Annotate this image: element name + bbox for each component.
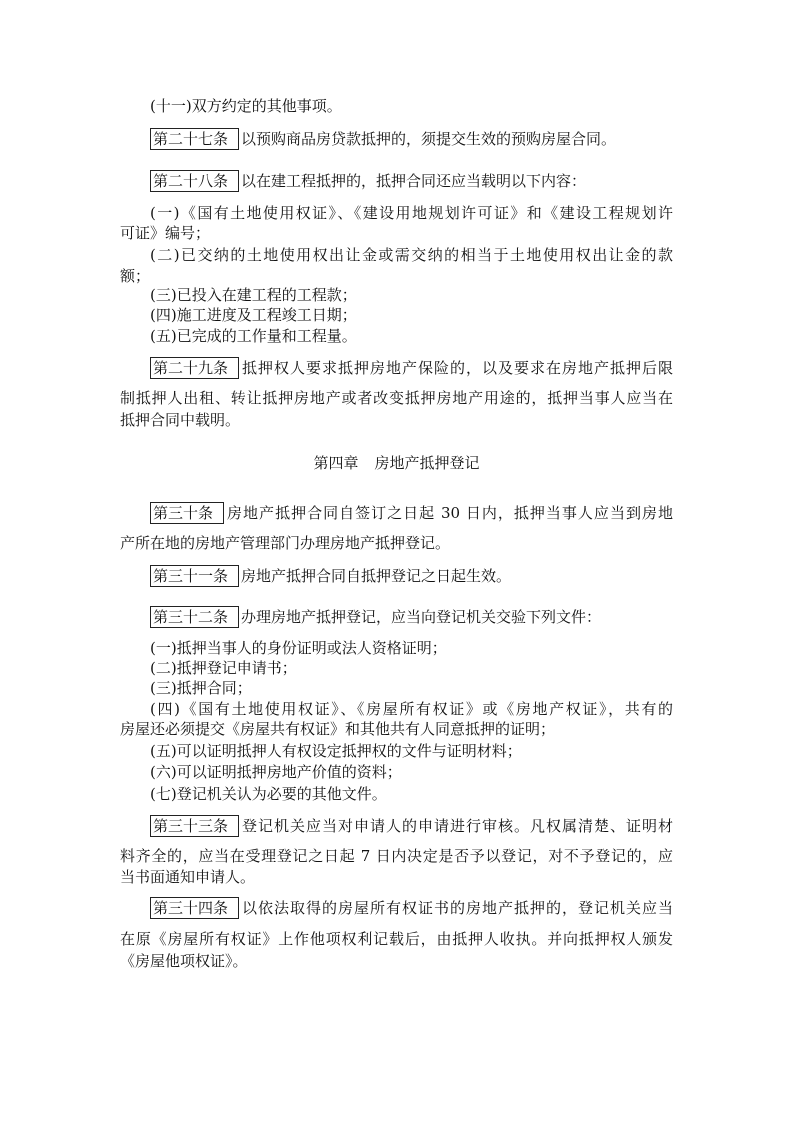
list-item: (二)抵押登记申请书； bbox=[150, 659, 297, 677]
article-text: 登记机关应当对申请人的申请进行审核。凡权属清楚、证明材 bbox=[241, 817, 673, 835]
list-item: (二)已交纳的土地使用权出让金或需交纳的相当于土地使用权出让金的款 bbox=[150, 246, 673, 264]
article-28 bbox=[150, 170, 673, 192]
article-30 bbox=[150, 502, 673, 524]
article-text: 《房屋他项权证》。 bbox=[120, 952, 248, 970]
list-item: (四)施工进度及工程竣工日期； bbox=[150, 306, 357, 324]
list-item: 房屋还必须提交《房屋共有权证》和其他共有人同意抵押的证明； bbox=[120, 720, 556, 738]
article-text: 以预购商品房贷款抵押的，须提交生效的预购房屋合同。 bbox=[241, 130, 617, 148]
article-29 bbox=[150, 357, 673, 379]
article-label: 第二十八条 bbox=[150, 170, 239, 192]
list-item: (五)可以证明抵押人有权设定抵押权的文件与证明材料； bbox=[150, 742, 522, 760]
list-item: 额； bbox=[120, 267, 151, 285]
list-item: (三)已投入在建工程的工程款； bbox=[150, 286, 357, 304]
list-item: (一)《国有土地使用权证》、《建设用地规划许可证》和《建设工程规划许 bbox=[150, 204, 673, 222]
article-label: 第二十九条 bbox=[150, 357, 239, 379]
article-text: 抵押合同中载明。 bbox=[120, 411, 241, 429]
list-item: (五)已完成的工作量和工程量。 bbox=[150, 327, 357, 345]
article-34 bbox=[150, 897, 673, 919]
article-text: 房地产抵押合同自签订之日起 30 日内，抵押当事人应当到房地 bbox=[226, 504, 673, 522]
article-31 bbox=[150, 565, 673, 587]
article-text: 房地产抵押合同自抵押登记之日起生效。 bbox=[241, 567, 512, 585]
article-label: 第三十一条 bbox=[150, 565, 239, 587]
chapter-number: 第四章 bbox=[313, 454, 359, 472]
intro-item: (十一)双方约定的其他事项。 bbox=[150, 97, 342, 115]
article-label: 第三十三条 bbox=[150, 815, 239, 837]
chapter-heading bbox=[0, 453, 793, 473]
article-text: 以依法取得的房屋所有权证书的房地产抵押的，登记机关应当 bbox=[241, 899, 673, 917]
list-item: 可证》编号； bbox=[120, 224, 211, 242]
article-text: 办理房地产抵押登记，应当向登记机关交验下列文件： bbox=[241, 608, 602, 626]
article-label: 第三十条 bbox=[150, 502, 224, 524]
article-label: 第三十四条 bbox=[150, 897, 239, 919]
article-32 bbox=[150, 606, 673, 628]
article-text: 当书面通知申请人。 bbox=[120, 868, 256, 886]
chapter-title: 房地产抵押登记 bbox=[374, 454, 480, 472]
list-item: (一)抵押当事人的身份证明或法人资格证明； bbox=[150, 639, 447, 657]
article-33 bbox=[150, 815, 673, 837]
article-text: 产所在地的房地产管理部门办理房地产抵押登记。 bbox=[120, 534, 451, 552]
list-item: (三)抵押合同； bbox=[150, 679, 252, 697]
article-label: 第二十七条 bbox=[150, 128, 239, 150]
article-text: 抵押权人要求抵押房地产保险的，以及要求在房地产抵押后限 bbox=[241, 359, 673, 377]
article-text: 在原《房屋所有权证》上作他项权利记载后，由抵押人收执。并向抵押权人颁发 bbox=[120, 930, 673, 948]
list-item: (六)可以证明抵押房地产价值的资料； bbox=[150, 763, 402, 781]
article-label: 第三十二条 bbox=[150, 606, 239, 628]
article-text: 料齐全的，应当在受理登记之日起 7 日内决定是否予以登记，对不予登记的，应 bbox=[120, 847, 673, 865]
list-item: (七)登记机关认为必要的其他文件。 bbox=[150, 785, 387, 803]
article-text: 以在建工程抵押的，抵押合同还应当载明以下内容： bbox=[241, 172, 587, 190]
list-item: (四)《国有土地使用权证》、《房屋所有权证》或《房地产权证》，共有的 bbox=[150, 700, 673, 718]
article-text: 制抵押人出租、转让抵押房地产或者改变抵押房地产用途的，抵押当事人应当在 bbox=[120, 389, 673, 407]
article-27 bbox=[150, 128, 673, 150]
